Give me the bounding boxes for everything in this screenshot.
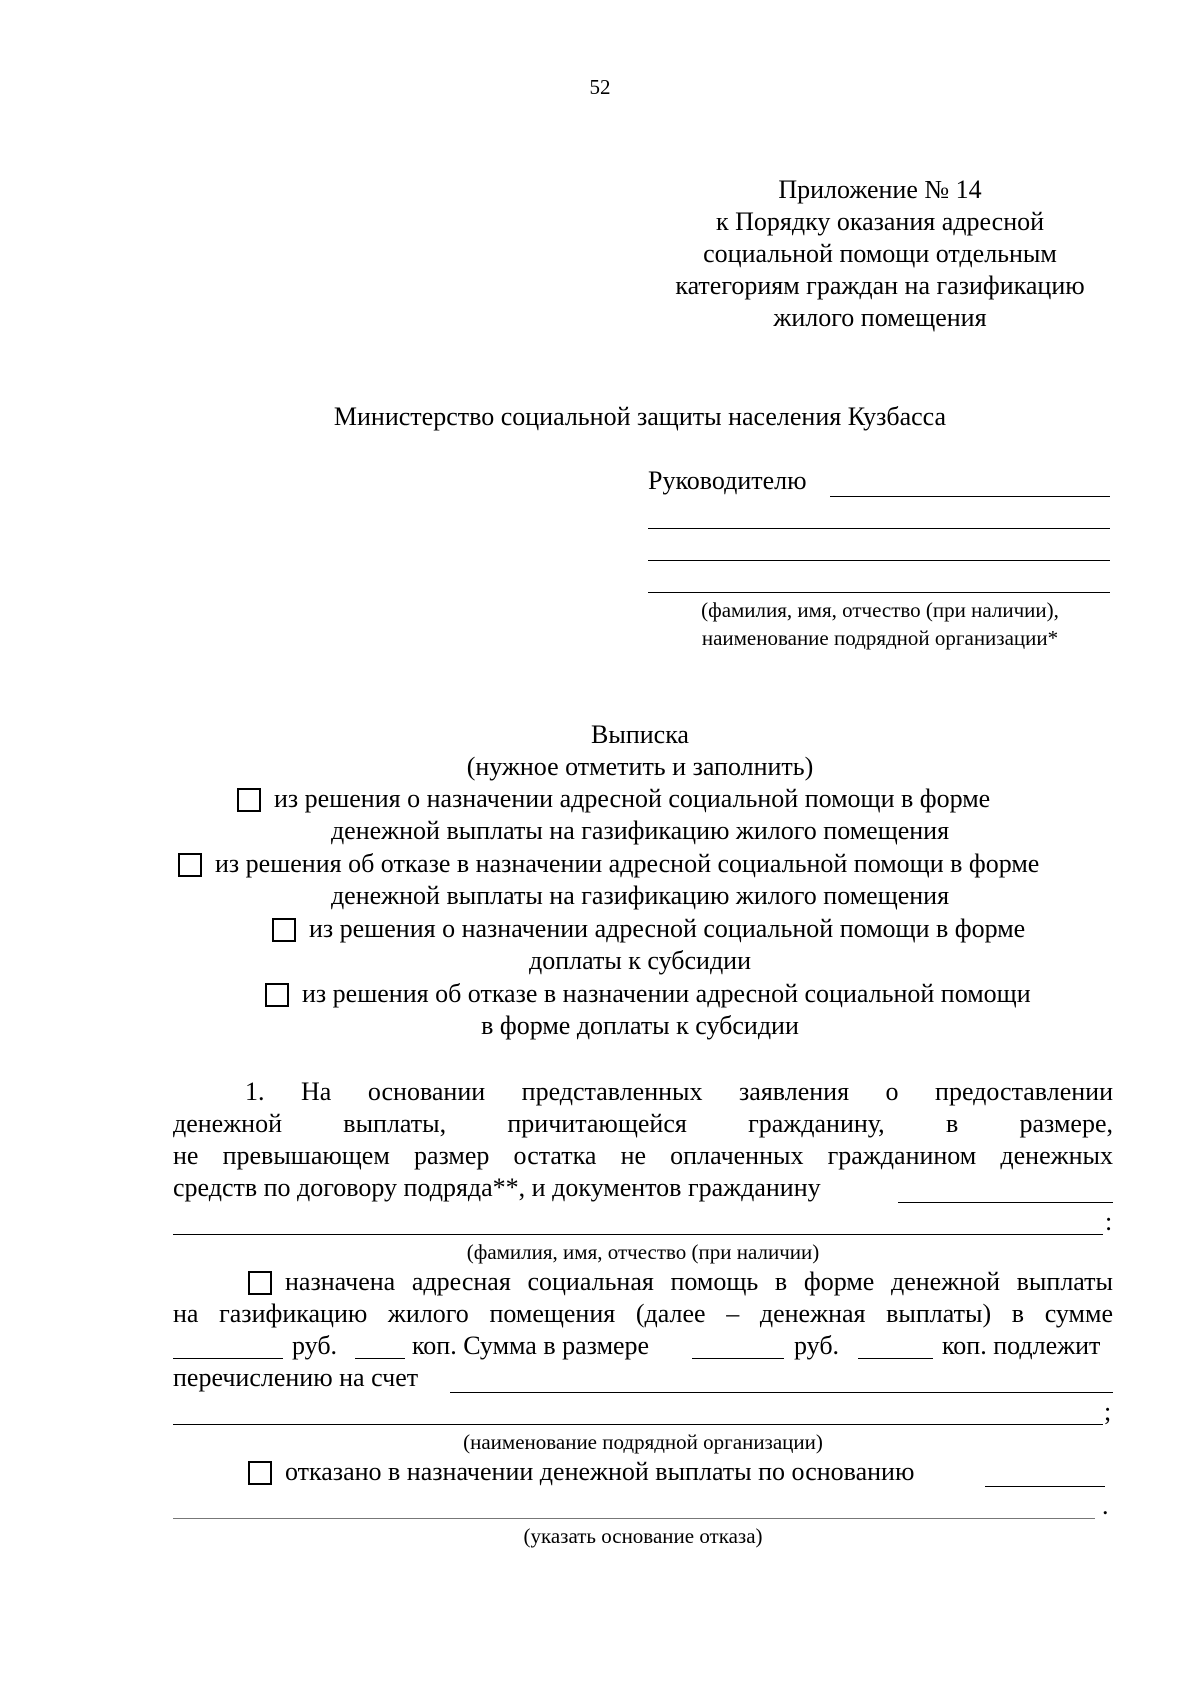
amount-rub-field[interactable]: [173, 1358, 283, 1359]
kop-sum-label: коп. Сумма в размере: [412, 1331, 650, 1360]
addressee-caption: наименование подрядной организации*: [701, 626, 1059, 650]
option-3-text: из решения о назначении адресной социальной помощи в форме: [309, 914, 1026, 943]
appendix-line: социальной помощи отдельным: [703, 239, 1057, 268]
account-field[interactable]: [450, 1392, 1113, 1393]
rub-label: руб.: [794, 1331, 840, 1360]
kop-due-label: коп. подлежит: [942, 1331, 1101, 1360]
paragraph-1-line: 1. На основании представленных заявления о предоставлении: [245, 1077, 1113, 1106]
paragraph-1-line: денежной выплаты, причитающейся гражданину, в размере,: [173, 1109, 1113, 1138]
option-3-text: доплаты к субсидии: [528, 946, 752, 975]
citizen-name-field[interactable]: [173, 1234, 1103, 1235]
appendix-line: Приложение № 14: [778, 175, 982, 204]
appendix-line: жилого помещения: [773, 303, 987, 332]
transfer-rub-field[interactable]: [692, 1358, 784, 1359]
granted-text: назначена адресная социальная помощь в форме денежной выплаты: [285, 1267, 1113, 1296]
addressee-caption: (фамилия, имя, отчество (при наличии),: [701, 598, 1059, 622]
checkbox-granted[interactable]: [248, 1271, 272, 1295]
refused-text: отказано в назначении денежной выплаты по основанию: [285, 1457, 915, 1486]
addressee-field[interactable]: [830, 496, 1110, 497]
caption-fio: (фамилия, имя, отчество (при наличии): [466, 1240, 820, 1264]
option-1-text: из решения о назначении адресной социальной помощи в форме: [274, 784, 991, 813]
option-4-text: в форме доплаты к субсидии: [481, 1011, 799, 1040]
checkbox-option-1[interactable]: [237, 788, 261, 812]
checkbox-refused[interactable]: [248, 1461, 272, 1485]
account-field[interactable]: [173, 1424, 1103, 1425]
addressee-field[interactable]: [648, 592, 1110, 593]
refusal-reason-field[interactable]: [173, 1518, 1095, 1519]
addressee-field[interactable]: [648, 528, 1110, 529]
option-1-text: денежной выплаты на газификацию жилого помещения: [330, 816, 950, 845]
paragraph-1-line: средств по договору подряда**, и документов гражданину: [173, 1173, 821, 1202]
semicolon-mark: ;: [1104, 1397, 1112, 1426]
document-instruction: (нужное отметить и заполнить): [466, 752, 814, 781]
granted-text: на газификацию жилого помещения (далее – денежная выплаты) в сумме: [173, 1299, 1113, 1328]
option-2-text: из решения об отказе в назначении адресной социальной помощи в форме: [215, 849, 1040, 878]
caption-reason: (указать основание отказа): [523, 1524, 763, 1548]
checkbox-option-3[interactable]: [272, 918, 296, 942]
page-number: 52: [589, 75, 611, 99]
transfer-label: перечислению на счет: [173, 1363, 419, 1392]
addressee-field[interactable]: [648, 560, 1110, 561]
transfer-kop-field[interactable]: [858, 1358, 933, 1359]
caption-org: (наименование подрядной организации): [463, 1430, 823, 1454]
appendix-line: категориям граждан на газификацию: [675, 271, 1085, 300]
option-2-text: денежной выплаты на газификацию жилого помещения: [330, 881, 950, 910]
paragraph-1-line: не превышающем размер остатка не оплаченных гражданином денежных: [173, 1141, 1113, 1170]
rub-label: руб.: [292, 1331, 338, 1360]
checkbox-option-2[interactable]: [178, 853, 202, 877]
colon-mark: :: [1105, 1207, 1113, 1236]
period-mark: .: [1102, 1491, 1109, 1520]
ministry-name: Министерство социальной защиты населения Кузбасса: [333, 402, 947, 431]
refusal-reason-field[interactable]: [985, 1486, 1105, 1487]
checkbox-option-4[interactable]: [265, 983, 289, 1007]
citizen-name-field[interactable]: [898, 1202, 1113, 1203]
option-4-text: из решения об отказе в назначении адресной социальной помощи: [302, 979, 1031, 1008]
addressee-label: Руководителю: [648, 466, 807, 495]
document-title: Выписка: [591, 720, 689, 749]
appendix-line: к Порядку оказания адресной: [715, 207, 1045, 236]
amount-kop-field[interactable]: [355, 1358, 405, 1359]
